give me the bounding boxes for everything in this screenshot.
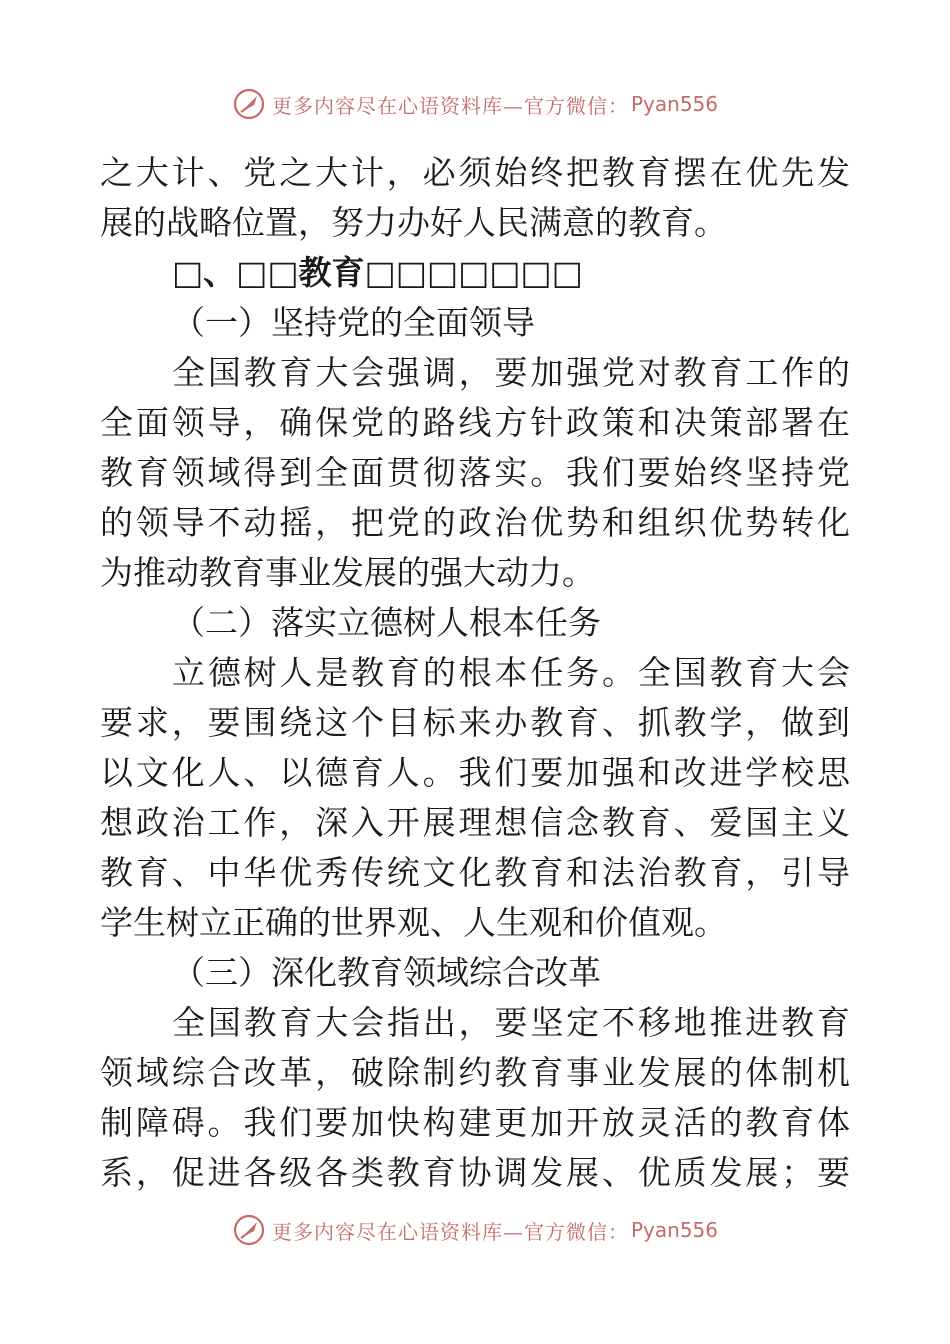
subsection-heading: （三）深化教育领域综合改革: [172, 953, 601, 992]
watermark-id: Pyan556: [630, 92, 718, 116]
paragraph-line: 教育、中华优秀传统文化教育和法治教育，引导: [100, 853, 850, 892]
document-body: [100, 148, 850, 1198]
quill-logo-icon: [232, 1213, 266, 1247]
paragraph-line: 系，促进各级各类教育协调发展、优质发展；要: [100, 1153, 850, 1192]
watermark-text: 更多内容尽在心语资料库—官方微信：: [271, 1219, 629, 1244]
paragraph-line: 教育领域得到全面贯彻落实。我们要始终坚持党: [100, 453, 850, 492]
paragraph-line: 全国教育大会强调，要加强党对教育工作的: [172, 353, 850, 392]
quill-logo-icon: [232, 87, 266, 121]
paragraph-line: 全面领导，确保党的路线方针政策和决策部署在: [100, 403, 850, 442]
paragraph-line: 领域综合改革，破除制约教育事业发展的体制机: [100, 1053, 850, 1092]
watermark-id: Pyan556: [630, 1218, 718, 1242]
paragraph-line: 之大计、党之大计，必须始终把教育摆在优先发: [100, 153, 850, 192]
paragraph-line: 的领导不动摇，把党的政治优势和组织优势转化: [100, 503, 850, 542]
paragraph-line: 展的战略位置，努力办好人民满意的教育。: [100, 203, 727, 242]
paragraph-line: 制障碍。我们要加快构建更加开放灵活的教育体: [100, 1103, 850, 1142]
paragraph-line: 立德树人是教育的根本任务。全国教育大会: [172, 653, 850, 692]
paragraph-line: 以文化人、以德育人。我们要加强和改进学校思: [100, 753, 850, 792]
paragraph-line: 要求，要围绕这个目标来办教育、抓教学，做到: [100, 703, 850, 742]
paragraph-line: 全国教育大会指出，要坚定不移地推进教育: [172, 1003, 850, 1042]
watermark-header: [0, 84, 950, 124]
section-heading: □、□□教育□□□□□□□: [172, 253, 583, 292]
watermark-text: 更多内容尽在心语资料库—官方微信：: [271, 93, 629, 118]
paragraph-line: 想政治工作，深入开展理想信念教育、爱国主义: [100, 803, 850, 842]
subsection-heading: （一）坚持党的全面领导: [172, 303, 535, 342]
watermark-footer: [0, 1210, 950, 1250]
paragraph-line: 学生树立正确的世界观、人生观和价值观。: [100, 903, 727, 942]
paragraph-line: 为推动教育事业发展的强大动力。: [100, 553, 595, 592]
subsection-heading: （二）落实立德树人根本任务: [172, 603, 601, 642]
